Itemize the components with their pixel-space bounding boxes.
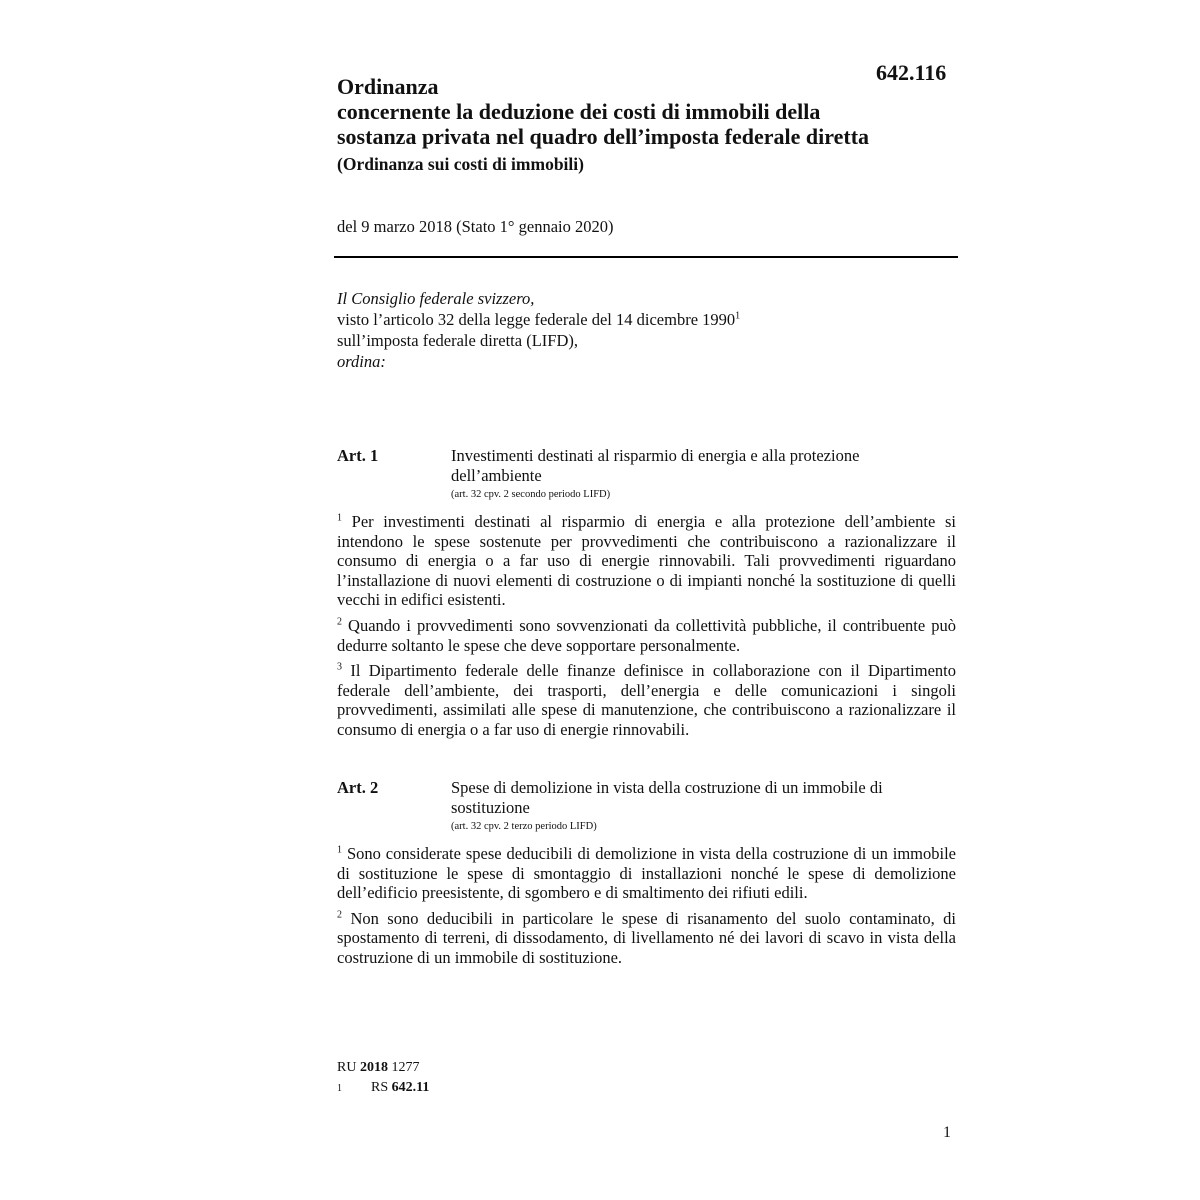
article-paragraph <box>337 512 956 610</box>
paragraph-text: Sono considerate spese deducibili di demolizione in vista della costruzione di un immobile di sostituzione le spese di smontaggio di installazioni nonché le spese di demolizione dell’edificio preesistente, di sgombero e di smaltimento dei rifiuti edili. <box>337 844 956 903</box>
preamble <box>337 288 957 372</box>
footnote-number: 1 <box>337 1083 342 1094</box>
article-2 <box>337 778 956 968</box>
article-reference: (art. 32 cpv. 2 terzo periodo LIFD) <box>451 821 597 832</box>
paragraph-number: 1 <box>337 844 342 856</box>
sr-number: 642.116 <box>876 60 947 85</box>
paragraph-text: Non sono deducibili in particolare le spese di risanamento del suolo contaminato, di spostamento di terreni, di dissodamento, di livellamento né dei lavori di scavo in vista della costruzione di un immobile di sostituzione. <box>337 908 957 967</box>
preamble-decree: ordina: <box>337 352 386 371</box>
preamble-authority: Il Consiglio federale svizzero, <box>337 289 535 308</box>
preamble-basis-line-2: sull’imposta federale diretta (LIFD), <box>337 331 578 350</box>
header-divider <box>334 256 958 258</box>
ru-prefix: RU <box>337 1060 357 1075</box>
footnote-ref-link[interactable]: 642.11 <box>391 1080 430 1095</box>
footnote <box>337 1078 429 1099</box>
article-heading <box>337 778 956 834</box>
title-line: Ordinanza <box>337 74 439 99</box>
article-number: Art. 2 <box>337 778 379 797</box>
article-title: Spese di demolizione in vista della costruzione di un immobile di sostituzione <box>451 778 883 817</box>
page-number: 1 <box>943 1124 951 1141</box>
preamble-basis-text: visto l’articolo 32 della legge federale del 14 dicembre 1990 <box>337 310 736 329</box>
short-title: (Ordinanza sui costi di immobili) <box>337 154 584 174</box>
paragraph-number: 2 <box>337 616 342 628</box>
paragraph-text: Quando i provvedimenti sono sovvenzionati da collettività pubbliche, il contribuente può dedurre soltanto le spese che deve sopportare personalmente. <box>337 615 957 655</box>
page-footer <box>337 1058 429 1099</box>
article-1 <box>337 446 956 740</box>
paragraph-number: 3 <box>337 661 342 673</box>
article-heading <box>337 446 956 502</box>
preamble-basis-line <box>337 309 957 330</box>
article-reference: (art. 32 cpv. 2 secondo periodo LIFD) <box>451 489 611 500</box>
paragraph-text: Per investimenti destinati al risparmio di energia e alla protezione dell’ambiente si intendono le spese sostenute per provvedimenti che contribuiscono a razionalizzare il consumo di energia o a far uso di energie rinnovabili. Tali provvedimenti riguardano l’installazione di nuovi elementi di costruzione o di impianti nonché la sostituzione di quelli vecchi in edifici esistenti. <box>337 512 956 610</box>
article-paragraph <box>337 909 956 968</box>
ru-page: 1277 <box>391 1060 420 1075</box>
footnote-reference[interactable]: 1 <box>735 310 741 322</box>
article-paragraph <box>337 661 956 739</box>
title-line: concernente la deduzione dei costi di immobili della <box>337 99 821 124</box>
paragraph-text: Il Dipartimento federale delle finanze definisce in collaborazione con il Dipartimento federale dell’ambiente, dei trasporti, dell’energia e delle comunicazioni i singoli provvedimenti, assimilati alle spese di manutenzione, che contribuiscono a razionalizzare il consumo di energia o a far uso di energie rinnovabili. <box>337 661 957 739</box>
ordinance-date: del 9 marzo 2018 (Stato 1° gennaio 2020) <box>337 217 614 236</box>
title-line: sostanza privata nel quadro dell’imposta federale diretta <box>337 124 870 149</box>
article-paragraph <box>337 844 956 903</box>
paragraph-number: 1 <box>337 512 342 524</box>
article-title: Investimenti destinati al risparmio di energia e alla protezione dell’ambiente <box>451 446 860 485</box>
footnote-prefix: RS <box>371 1080 389 1095</box>
article-number: Art. 1 <box>337 446 379 465</box>
ru-year: 2018 <box>359 1060 388 1075</box>
title-block <box>337 74 957 175</box>
paragraph-number: 2 <box>337 909 342 921</box>
article-paragraph <box>337 616 956 655</box>
official-compilation-ref <box>337 1058 429 1078</box>
